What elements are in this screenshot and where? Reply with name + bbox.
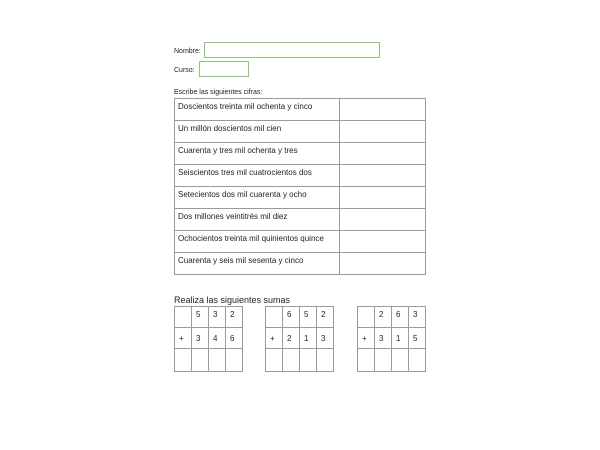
table-row bbox=[175, 121, 426, 143]
number-words-cell: Dos millones veintitrés mil diez bbox=[175, 209, 340, 231]
plus-sign: + bbox=[358, 328, 375, 349]
digit-cell: 3 bbox=[317, 328, 334, 349]
table-row bbox=[175, 165, 426, 187]
digit-cell: 1 bbox=[392, 328, 409, 349]
digit-cell: 5 bbox=[192, 307, 209, 328]
digit-cell: 1 bbox=[300, 328, 317, 349]
result-cell[interactable] bbox=[266, 349, 283, 372]
number-words-cell: Un millón doscientos mil cien bbox=[175, 121, 340, 143]
answer-cell[interactable] bbox=[340, 165, 426, 187]
digit-cell: 5 bbox=[300, 307, 317, 328]
sums-title: Realiza las siguientes sumas bbox=[174, 295, 291, 305]
digit-cell bbox=[266, 307, 283, 328]
course-field[interactable] bbox=[199, 61, 249, 77]
result-cell[interactable] bbox=[192, 349, 209, 372]
digit-cell bbox=[358, 307, 375, 328]
number-words-cell: Doscientos treinta mil ochenta y cinco bbox=[175, 99, 340, 121]
digit-cell: 4 bbox=[209, 328, 226, 349]
plus-sign: + bbox=[266, 328, 283, 349]
result-cell[interactable] bbox=[226, 349, 243, 372]
result-cell[interactable] bbox=[375, 349, 392, 372]
sum-grid-3 bbox=[357, 306, 426, 372]
plus-sign: + bbox=[175, 328, 192, 349]
table-row bbox=[175, 253, 426, 275]
result-cell[interactable] bbox=[209, 349, 226, 372]
digit-cell: 3 bbox=[209, 307, 226, 328]
digit-cell: 3 bbox=[192, 328, 209, 349]
answer-cell[interactable] bbox=[340, 121, 426, 143]
result-cell[interactable] bbox=[300, 349, 317, 372]
result-cell[interactable] bbox=[409, 349, 426, 372]
numbers-instruction: Escribe las siguientes cifras: bbox=[174, 89, 263, 96]
digit-cell: 2 bbox=[375, 307, 392, 328]
table-row bbox=[175, 209, 426, 231]
result-cell[interactable] bbox=[358, 349, 375, 372]
digit-cell: 6 bbox=[283, 307, 300, 328]
number-words-cell: Cuarenta y tres mil ochenta y tres bbox=[175, 143, 340, 165]
answer-cell[interactable] bbox=[340, 143, 426, 165]
result-cell[interactable] bbox=[283, 349, 300, 372]
digit-cell bbox=[175, 307, 192, 328]
numbers-table bbox=[174, 98, 426, 275]
table-row bbox=[175, 99, 426, 121]
result-cell[interactable] bbox=[175, 349, 192, 372]
result-cell[interactable] bbox=[392, 349, 409, 372]
table-row bbox=[175, 187, 426, 209]
number-words-cell: Cuarenta y seis mil sesenta y cinco bbox=[175, 253, 340, 275]
name-label: Nombre: bbox=[174, 48, 201, 55]
digit-cell: 6 bbox=[392, 307, 409, 328]
answer-cell[interactable] bbox=[340, 209, 426, 231]
answer-cell[interactable] bbox=[340, 253, 426, 275]
number-words-cell: Seiscientos tres mil cuatrocientos dos bbox=[175, 165, 340, 187]
result-cell[interactable] bbox=[317, 349, 334, 372]
sum-grid-1 bbox=[174, 306, 243, 372]
course-label: Curso: bbox=[174, 67, 195, 74]
answer-cell[interactable] bbox=[340, 187, 426, 209]
number-words-cell: Setecientos dos mil cuarenta y ocho bbox=[175, 187, 340, 209]
digit-cell: 2 bbox=[317, 307, 334, 328]
digit-cell: 6 bbox=[226, 328, 243, 349]
digit-cell: 5 bbox=[409, 328, 426, 349]
name-field[interactable] bbox=[204, 42, 380, 58]
sum-grid-2 bbox=[265, 306, 334, 372]
table-row bbox=[175, 143, 426, 165]
number-words-cell: Ochocientos treinta mil quinientos quince bbox=[175, 231, 340, 253]
answer-cell[interactable] bbox=[340, 231, 426, 253]
digit-cell: 2 bbox=[283, 328, 300, 349]
digit-cell: 3 bbox=[375, 328, 392, 349]
digit-cell: 3 bbox=[409, 307, 426, 328]
table-row bbox=[175, 231, 426, 253]
digit-cell: 2 bbox=[226, 307, 243, 328]
answer-cell[interactable] bbox=[340, 99, 426, 121]
